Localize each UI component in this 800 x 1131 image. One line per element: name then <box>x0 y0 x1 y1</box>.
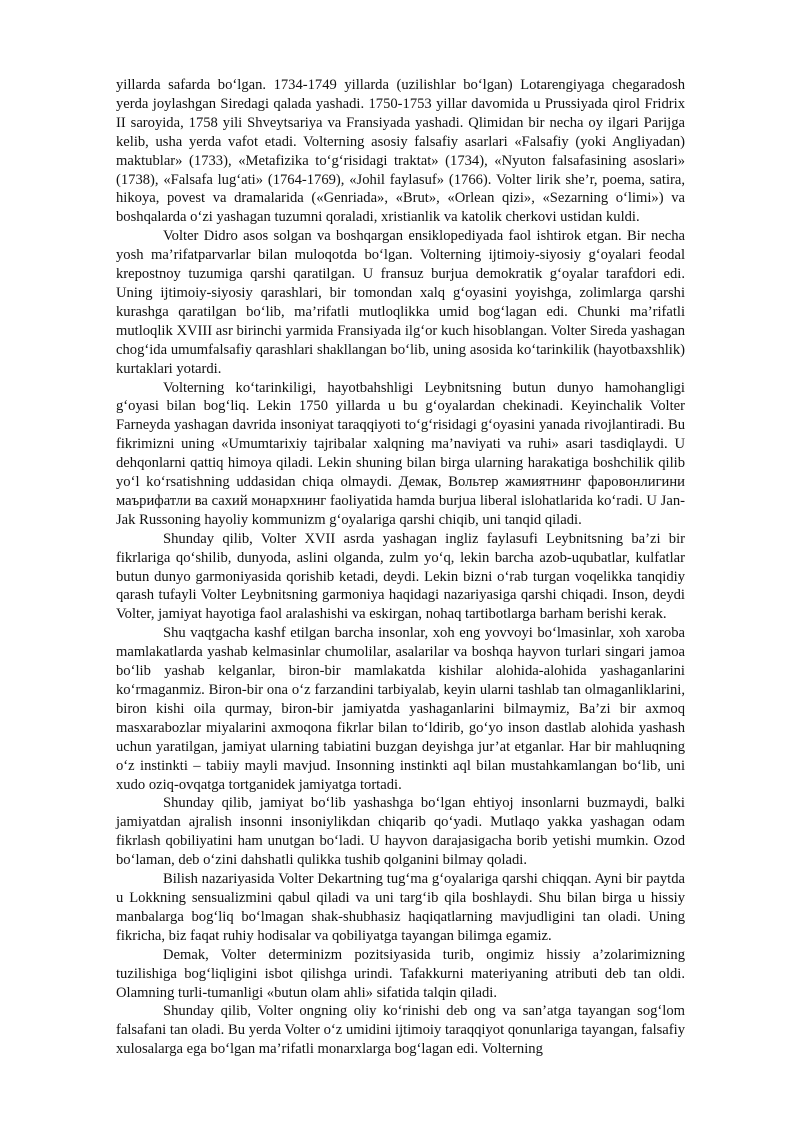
paragraph-1: yillarda safarda bo‘lgan. 1734-1749 yillarda (uzilishlar bo‘lgan) Lotarengiyaga chegaradosh yerda joylashgan Siredagi qalada yashadi. 1750-1753 yillar davomida u Prussiyada qirol Fridrix II saroyida, 1758 yili Shveytsariya va Fransiyada yashadi. Qlimidan bir necha oy ilgari Parijga kelib, usha yerda vafot etadi. Volterning asosiy falsafiy asarlari «Falsafiy (yoki Angliyadan) maktublar» (1733), «Metafizika to‘g‘risidagi traktat» (1734), «Nyuton falsafasining asoslari» (1738), «Falsafa lug‘ati» (1764-1769), «Johil faylasuf» (1766). Volter lirik she’r, poema, satira, hikoya, povest va dramalarida («Genriada», «Brut», «Orlean qizi», «Sezarning o‘limi») va boshqalarda o‘zi yashagan tuzumni qoraladi, xristianlik va katolik cherkovi ustidan kuldi. <box>116 77 685 226</box>
paragraph-7: Bilish nazariyasida Volter Dekartning tug‘ma g‘oyalariga qarshi chiqqan. Ayni bir paytda u Lokkning sensualizmini qabul qiladi va uni targ‘ib qila boshlaydi. Shu bilan birga u hissiy manbalarga bog‘liq bo‘lmagan shak-shubhasiz haqiqatlarning mavjudligini tan oladi. Uning fikricha, biz faqat ruhiy hodisalar va qobiliyatga tayangan bilimga egamiz. <box>116 871 685 944</box>
paragraph-2: Volter Didro asos solgan va boshqargan ensiklopediyada faol ishtirok etgan. Bir necha yosh ma’rifatparvarlar bilan muloqotda bo‘lgan. Volterning ijtimoiy-siyosiy g‘oyalari feodal krepostnoy tuzumiga qarshi qaratilgan. U fransuz burjua demokratik g‘oyalar tarafdori edi. Uning ijtimoiy-siyosiy qarashlari, bir tomondan xalq g‘oyasini yoyishga, zolimlarga qarshi kurashga qaratilgan bo‘lib, ma’rifatli mutloqlikka umid bog‘lagan edi. Chunki ma’rifatli mutloqlik XVIII asr birinchi yarmida Fransiyada ilg‘or kuch hisoblangan. Volter Sireda yashagan chog‘ida umumfalsafiy qarashlari shakllangan bo‘lib, uning asosida ko‘tarinkilik (hayotbaxshlik) kurtaklari yotardi. <box>116 228 685 377</box>
paragraph-3: Volterning ko‘tarinkiligi, hayotbahshligi Leybnitsning butun dunyo hamohangligi g‘oyasi bilan bog‘liq. Lekin 1750 yillarda u bu g‘oyalardan chekinadi. Keyinchalik Volter Farneyda yashagan davrida insoniyat taraqqiyoti to‘g‘risidagi g‘oyasini yanada rivojlantiradi. Bu fikrimizni uning «Umumtarixiy tajribalar xalqning ma’naviyati va ruhi» asari tasdiqlaydi. U dehqonlarni qattiq himoya qiladi. Lekin shuning bilan birga ularning harakatiga boshchilik qilib yo‘l ko‘rsatishning uddasidan chiqa olmaydi. Демак, Вольтер жамиятнинг фаровонлигини маърифатли ва сахий монархнинг faoliyatida hamda burjua liberal islohatlarida ko‘radi. U Jan-Jak Russoning hayoliy kommunizm g‘oyalariga qarshi chiqib, uni tanqid qiladi. <box>116 379 685 528</box>
paragraph-8: Demak, Volter determinizm pozitsiyasida turib, ongimiz hissiy a’zolarimizning tuzilishiga bog‘liqligini isbot qilishga urindi. Tafakkurni materiyaning atributi deb tan oldi. Olamning turli-tumanligi «butun olam ahli» sifatida talqin qiladi. <box>116 946 685 1001</box>
paragraph-4: Shunday qilib, Volter XVII asrda yashagan ingliz faylasufi Leybnitsning ba’zi bir fikrlariga qo‘shilib, dunyoda, aslini olganda, zulm yo‘q, lekin barcha azob-uqubatlar, kulfatlar butun dunyo garmoniyasida qorishib ketadi, deydi. Lekin bizni o‘rab turgan voqelikka tanqidiy qarash tufayli Volter Leybnitsning garmoniya haqidagi nazariyasiga qarshi chiqadi. Inson, deydi Volter, jamiyat hayotiga faol aralashishi va eskirgan, nohaq tartibotlarga barham berishi kerak. <box>116 530 685 623</box>
paragraph-9: Shunday qilib, Volter ongning oliy ko‘rinishi deb ong va san’atga tayangan sog‘lom falsafani tan oladi. Bu yerda Volter o‘z umidini ijtimoiy taraqqiyot qonunlariga tayangan, falsafiy xulosalarga ega bo‘lgan ma’rifatli monarxlarga bog‘lagan edi. Volterning <box>116 1003 685 1058</box>
paragraph-6: Shunday qilib, jamiyat bo‘lib yashashga bo‘lgan ehtiyoj insonlarni buzmaydi, balki jamiyatdan ajralish insonni insoniylikdan chiqarib qo‘yadi. Mutlaqo yakka yashagan odam fikrlash qobiliyatini ham unutgan bo‘ladi. U hayvon darajasigacha borib yetishi mumkin. Ozod bo‘laman, deb o‘zini dahshatli qulikka tushib qolganini bilmay qoladi. <box>116 795 685 869</box>
paragraph-5: Shu vaqtgacha kashf etilgan barcha insonlar, xoh eng yovvoyi bo‘lmasinlar, xoh xaroba mamlakatlarda yashab kelmasinlar chumolilar, asalarilar va boshqa hayvon turlari singari jamoa bo‘lib yashab kelganlar, biron-bir mamlakatda kishilar alohida-alohida yashaganlarini ko‘rmaganmiz. Biron-bir ona o‘z farzandini tarbiyalab, keyin ularni tashlab tan olmaganliklarini, biron kishi oila qurmay, biron-bir jamiyatda yashaganlarini bilmaymiz, Ba’zi bir axmoq masxarabozlar miyalarini axmoqona fikrlar bilan to‘ldirib, go‘yo inson dastlab alohida yashash uchun yaratilgan, jamiyat ularning tabiatini buzgan deyishga jur’at etganlar. Har bir mahluqning o‘z instinkti – tabiiy mayli mavjud. Insonning instinkti aql bilan mustahkamlangan bo‘lib, uni xudo oziq-ovqatga tortganidek jamiyatga tortadi. <box>116 625 685 793</box>
document-page <box>116 76 685 1059</box>
